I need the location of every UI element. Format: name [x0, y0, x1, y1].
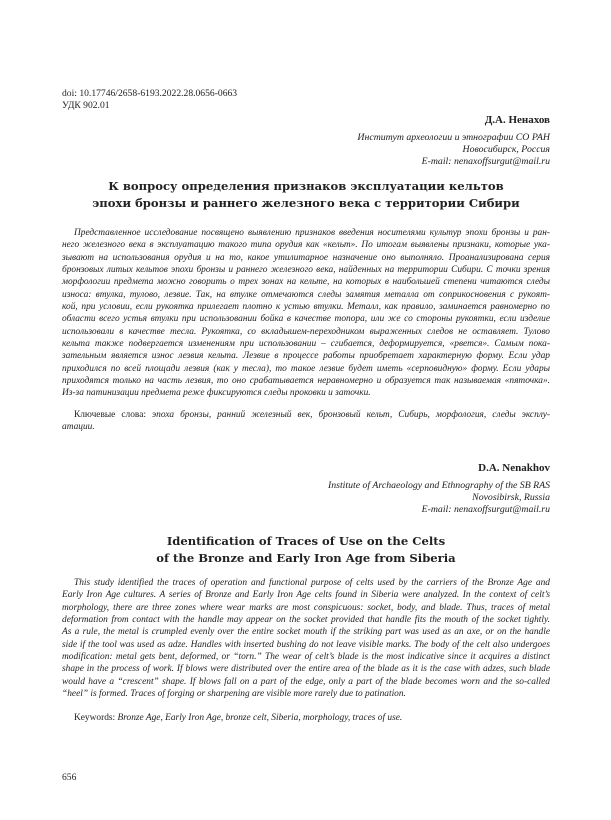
keywords-value: атации. — [62, 422, 95, 433]
abstract-line: As a rule, the metal is crumpled evenly over the entire socket mouth if the striking part was used as an axe, or on the handle — [62, 627, 550, 638]
abstract-line: Early Iron Age cultures. A series of Bronze and Early Iron Age celts found in Siberia were analyzed. In the context of celt’s — [62, 590, 550, 601]
abstract-line: side if the tool was used as adze. Handles with inserted bushing do not leave visible marks. The body of the celt also undergoes — [62, 639, 550, 650]
abstract-line: morphology, there are three zones where wear marks are most conspicuous: socket, body, and blade. Thus, traces of metal — [62, 602, 550, 613]
abstract-line: области всего устья втулки при использовании бойка в качестве топора, или же со стороны рукоятки, если изделие — [62, 314, 550, 325]
abstract-line: бронзовых литых кельтов эпохи бронзы и раннего железного века, найденных на территории Сибири. С точки зрения — [62, 265, 550, 276]
abstract-line: морфологии предмета можно говорить о трех зонах на кельте, на которых в наибольшей степени читаются следы — [62, 277, 550, 288]
title-en-line: of the Bronze and Early Iron Age from Siberia — [156, 551, 456, 565]
keywords-label: Ключевые слова: — [74, 410, 146, 420]
institute-ru: Институт археологии и этнографии СО РАН — [357, 132, 550, 143]
abstract-line: deformation from contact with the handle may appear on the socket provided that handle fits the mouth of the socket tightly. — [62, 615, 550, 626]
title-en — [62, 533, 550, 567]
author-ru: Д.А. Ненахов — [484, 114, 550, 126]
keywords-ru — [62, 409, 550, 434]
keywords-value: Bronze Age, Early Iron Age, bronze celt, Siberia, morphology, traces of use. — [117, 713, 403, 723]
affiliation-ru — [62, 132, 550, 168]
abstract-line: приходился по всей площади лезвия (как у тесла), то такое лезвие будет иметь «серповидную» форму. Если удары — [62, 363, 550, 374]
abstract-line: Представленное исследование посвящено выявлению признаков введения носителями культур эпохи бронзы и ран- — [74, 228, 550, 238]
abstract-line: зательным является износ лезвия кельта. Лезвие в процессе работы приобретает характерную форму. Если удар — [62, 351, 550, 362]
keywords-value: эпоха бронзы, ранний железный век, бронзовый кельт, Сибирь, морфология, следы эксплу- — [152, 410, 551, 420]
abstract-line: износа: втулка, тулово, лезвие. Так, на втулке отмечаются следы замятия металла от соприкосновения с рукоят- — [62, 289, 550, 300]
institute-en: Institute of Archaeology and Ethnography of the SB RAS — [327, 480, 550, 491]
abstract-line: использовали в качестве тесла. Рукоятка, со вкладышем-переходником выраженных следов не оставляет. Тулово — [62, 326, 550, 337]
abstract-line: кельта также подвергается изменениям при использовании – сгибается, деформируется, «рвется». Самым пока- — [62, 339, 550, 350]
abstract-line: Из-за патинизации предмета реже фиксируются следы проковки и заточки. — [62, 388, 371, 399]
abstract-en — [62, 577, 550, 700]
abstract-line: зывают на использования орудия и на то, какое утилитарное назначение оно выполняло. Проанализирована серия — [62, 252, 550, 263]
abstract-line: него железного века в эксплуатацию такого типа орудия как «кельт». По итогам выявлены признаки, которые ука- — [62, 240, 550, 251]
email-en: E-mail: nenaxoffsurgut@mail.ru — [421, 504, 550, 515]
email-ru: E-mail: nenaxoffsurgut@mail.ru — [421, 156, 550, 167]
page-number: 656 — [62, 772, 77, 783]
title-ru-line: К вопросу определения признаков эксплуатации кельтов — [108, 179, 504, 193]
affiliation-en — [62, 480, 550, 516]
title-ru-line: эпохи бронзы и раннего железного века с территории Сибири — [92, 196, 520, 210]
abstract-line: This study identified the traces of operation and functional purpose of celts used by the carriers of the Bronze Age and — [74, 578, 550, 588]
udk: УДК 902.01 — [62, 99, 110, 111]
abstract-line: “heel” is formed. Traces of forging or sharpening are visible more rarely due to patination. — [62, 689, 406, 700]
author-en: D.A. Nenakhov — [478, 462, 550, 474]
abstract-line: кой, при условии, если рукоятка прилегает плотно к устью втулки. Металл, как правило, заминается равномерно по — [62, 302, 550, 313]
abstract-ru — [62, 227, 550, 400]
city-en: Novosibirsk, Russia — [472, 492, 550, 503]
abstract-line: shape in the process of work. If blows were distributed over the entire area of the blade as it is the case with adzes, such blade — [62, 664, 550, 675]
abstract-line: modification: metal gets bent, deformed, or “torn.” The wear of celt’s blade is the most indicative since it acquires a distinct — [62, 652, 550, 663]
title-ru — [62, 178, 550, 212]
doi: doi: 10.17746/2658-6193.2022.28.0656-0663 — [62, 88, 238, 99]
keywords-en — [62, 712, 550, 724]
article-header — [62, 88, 550, 111]
keywords-label: Keywords: — [74, 713, 116, 723]
title-en-line: Identification of Traces of Use on the Celts — [166, 534, 446, 548]
city-ru: Новосибирск, Россия — [462, 144, 550, 155]
abstract-line: would have a “crescent” shape. If blows fall on a part of the edge, only a part of the blade becomes worn and the so-called — [62, 676, 550, 687]
abstract-line: приходятся только на часть лезвия, то оно срабатывается неравномерно и образуется так называемая «пяточка». — [62, 376, 550, 387]
